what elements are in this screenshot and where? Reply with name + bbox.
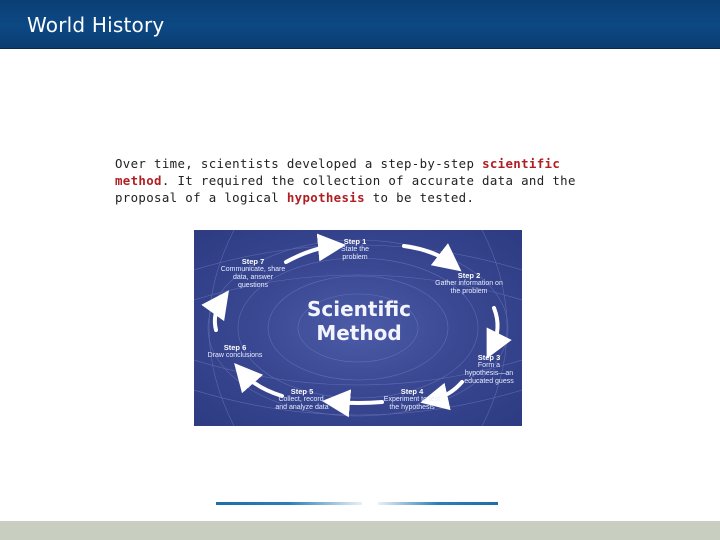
step-1-text: State the problem — [340, 246, 370, 261]
step-7-text: Communicate, share data, answer questions — [220, 266, 286, 289]
term-scientific-method: scientific method — [115, 156, 561, 188]
step-3-label: Step 3 — [477, 353, 501, 362]
slide-title: World History — [27, 13, 165, 37]
arrow-step4-to-5 — [334, 402, 382, 403]
body-text-part1: Over time, scientists developed a step-by-step — [115, 156, 483, 171]
step-2-label: Step 2 — [457, 271, 481, 280]
step-2 — [434, 272, 504, 296]
step-5-label: Step 5 — [290, 387, 314, 396]
center-title-line2: Method — [316, 321, 402, 345]
term-hypothesis: hypothesis — [286, 190, 365, 205]
body-text-part2: . It required the collection of accurate data and the proposal of a logical — [115, 173, 576, 205]
step-4-label: Step 4 — [400, 387, 424, 396]
step-5 — [272, 388, 332, 412]
step-5-text: Collect, record, and analyze data — [275, 396, 329, 411]
step-2-text: Gather information on the problem — [435, 280, 503, 295]
step-3 — [464, 354, 514, 386]
scientific-method-diagram — [194, 230, 522, 426]
step-7 — [220, 258, 286, 290]
step-1 — [334, 238, 376, 262]
center-title-line1: Scientific — [306, 297, 411, 321]
step-3-text: Form a hypothesis—an educated guess — [464, 362, 514, 385]
step-6-text: Draw conclusions — [207, 352, 263, 359]
step-6 — [200, 344, 270, 360]
body-paragraph — [115, 155, 605, 206]
step-7-label: Step 7 — [241, 257, 265, 266]
diagram-center-title — [289, 297, 429, 345]
arrow-step1-to-2 — [404, 246, 452, 264]
footer-bar — [0, 521, 720, 540]
decorative-line-right — [378, 502, 498, 505]
arrow-step6-to-7 — [215, 300, 222, 330]
decorative-line-left — [216, 502, 362, 505]
step-1-label: Step 1 — [343, 237, 367, 246]
step-4-text: Experiment to test the hypothesis — [383, 396, 441, 411]
body-text-part3: to be tested. — [364, 190, 475, 205]
step-6-label: Step 6 — [223, 343, 247, 352]
title-bar — [0, 0, 720, 49]
step-4 — [380, 388, 444, 412]
arrow-step2-to-3 — [492, 308, 498, 348]
